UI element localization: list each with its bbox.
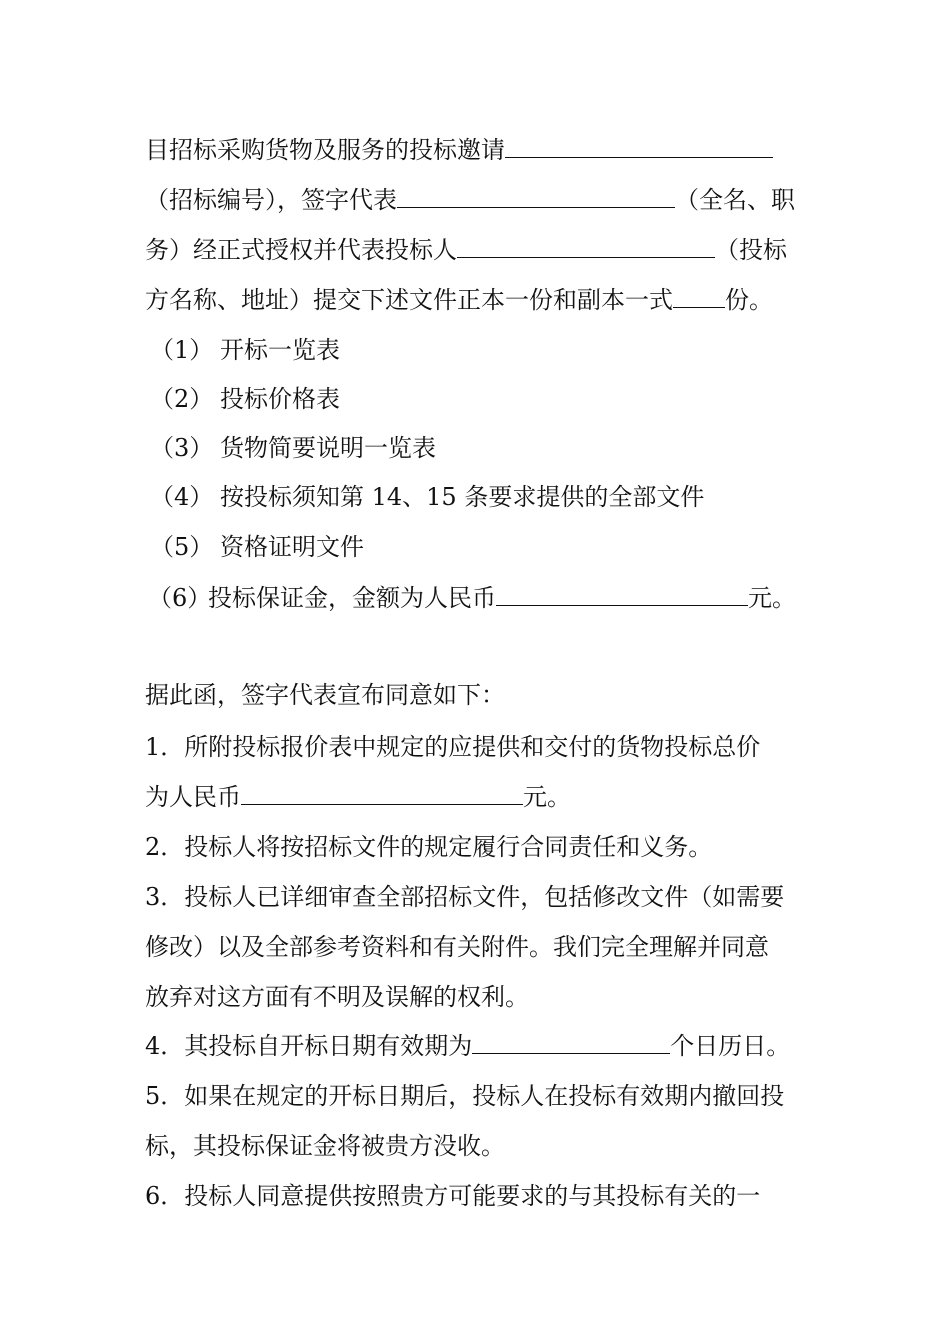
text-line: [145, 235, 787, 265]
text-span: 元。: [748, 584, 796, 612]
list-item: [150, 335, 340, 365]
clause-line: 6．投标人同意提供按照贵方可能要求的与其投标有关的一: [145, 1182, 761, 1210]
item-number: （3）: [150, 434, 214, 462]
clause-line: 放弃对这方面有不明及误解的权利。: [145, 983, 529, 1011]
clause-line: [145, 1031, 790, 1061]
clause-line: 1．所附投标报价表中规定的应提供和交付的货物投标总价: [145, 733, 761, 761]
item-number: （5）: [150, 533, 214, 561]
text-span: （投标: [715, 236, 787, 264]
text-span: 份。: [725, 286, 773, 314]
item-text: 按投标须知第 14、15 条要求提供的全部文件: [220, 483, 705, 511]
list-item: [150, 532, 364, 562]
text-line: [145, 185, 795, 215]
list-item: [150, 482, 704, 512]
clause-line: [145, 782, 571, 812]
item-text: 资格证明文件: [220, 533, 364, 561]
text-span: 个日历日。: [670, 1032, 791, 1060]
item-text: 投标保证金，金额为人民币: [208, 584, 496, 612]
item-number: （6）: [148, 584, 212, 612]
blank-underline: [457, 235, 715, 258]
item-number: （1）: [150, 336, 214, 364]
list-item: [150, 433, 436, 463]
item-number: （2）: [150, 385, 214, 413]
blank-underline: [397, 185, 675, 208]
clause-line: 2．投标人将按招标文件的规定履行合同责任和义务。: [145, 833, 713, 861]
blank-underline: [496, 583, 748, 606]
clause-line: 3．投标人已详细审查全部招标文件，包括修改文件（如需要: [145, 883, 785, 911]
text-span: 务）经正式授权并代表投标人: [145, 236, 457, 264]
text-span: 目招标采购货物及服务的投标邀请: [145, 136, 505, 164]
item-text: 投标价格表: [220, 385, 340, 413]
blank-underline: [241, 782, 523, 805]
clause-line: 5．如果在规定的开标日期后，投标人在投标有效期内撤回投: [145, 1082, 785, 1110]
blank-underline: [505, 135, 773, 158]
text-span: 方名称、地址）提交下述文件正本一份和副本一式: [145, 286, 673, 314]
text-span: 元。: [523, 783, 571, 811]
text-span: 4．其投标自开标日期有效期为: [145, 1032, 473, 1060]
text-span: 为人民币: [145, 783, 241, 811]
clause-line: 修改）以及全部参考资料和有关附件。我们完全理解并同意: [145, 933, 769, 961]
blank-underline: [472, 1031, 670, 1054]
blank-underline: [673, 285, 725, 308]
intro-line: 据此函，签字代表宣布同意如下：: [145, 681, 505, 709]
text-line: [145, 285, 773, 315]
item-number: （4）: [150, 483, 214, 511]
clause-line: 标，其投标保证金将被贵方没收。: [145, 1132, 505, 1160]
list-item: [148, 583, 796, 613]
item-text: 开标一览表: [220, 336, 340, 364]
text-span: （招标编号），签字代表: [145, 186, 397, 214]
text-span: （全名、职: [675, 186, 795, 214]
item-text: 货物简要说明一览表: [220, 434, 436, 462]
text-line: [145, 135, 773, 165]
list-item: [150, 384, 340, 414]
